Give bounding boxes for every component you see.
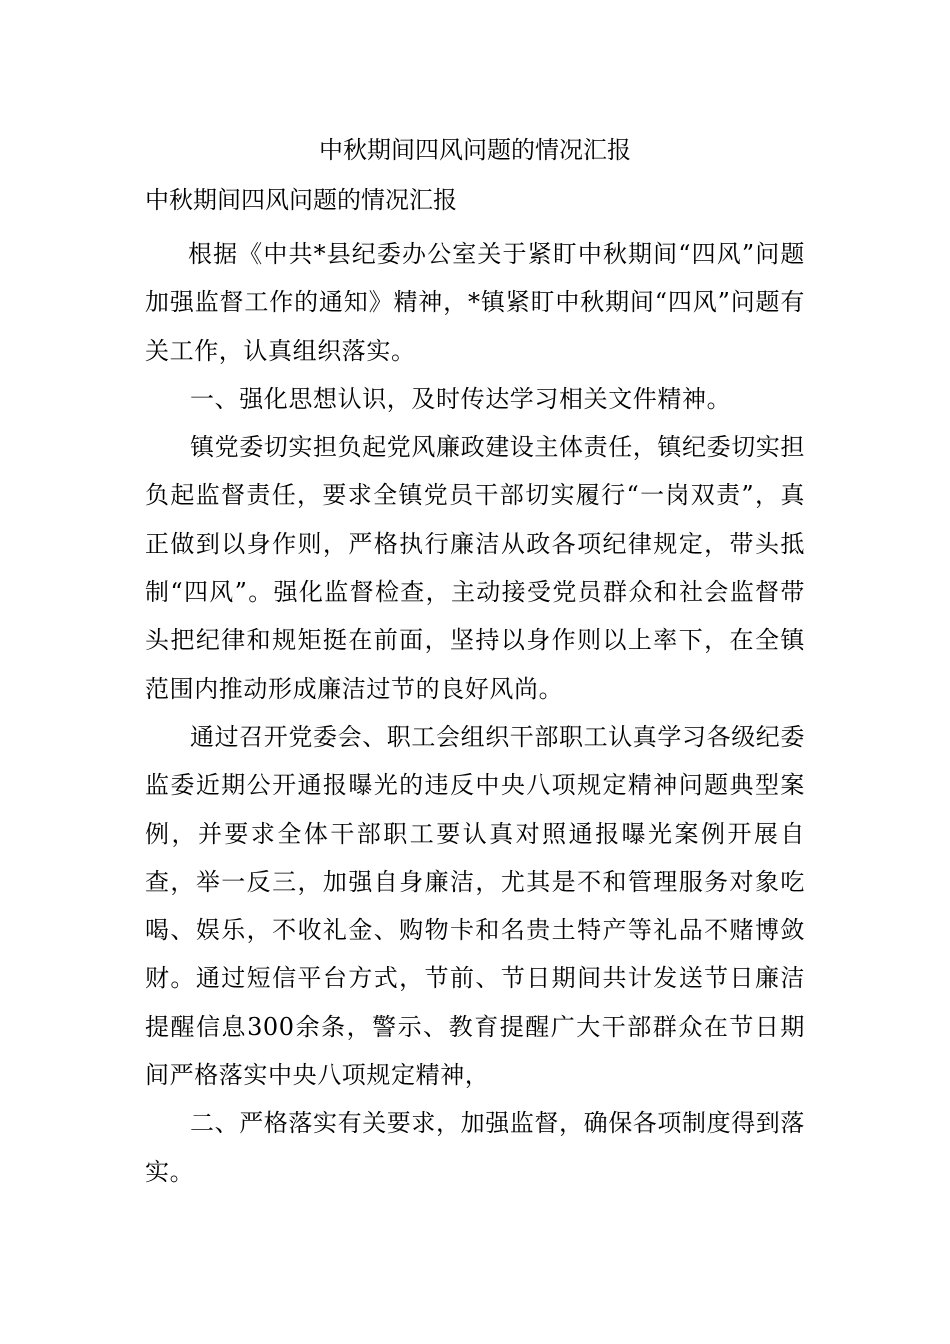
document-title: 中秋期间四风问题的情况汇报: [319, 136, 631, 164]
paragraph-study-cases: 通过召开党委会、职工会组织干部职工认真学习各级纪委监委近期公开通报曝光的违反中央八项规定精神问题典型案例，并要求全体干部职工要认真对照通报曝光案例开展自查，举一反三，加强自身廉洁，尤其是不和管理服务对象吃喝、娱乐，不收礼金、购物卡和名贵土特产等礼品不赌博敛财。通过短信平台方式，节前、节日期间共计发送节日廉洁提醒信息300余条，警示、教育提醒广大干部群众在节日期间严格落实中央八项规定精神，: [145, 722, 805, 1090]
document-body: [145, 230, 805, 1196]
section-heading-1: 一、强化思想认识，及时传达学习相关文件精神。: [190, 384, 732, 413]
paragraph-intro: 根据《中共*县纪委办公室关于紧盯中秋期间“四风”问题加强监督工作的通知》精神，*镇紧盯中秋期间“四风”问题有关工作，认真组织落实。: [145, 240, 805, 365]
document-subtitle: 中秋期间四风问题的情况汇报: [145, 186, 457, 214]
section-heading-2: 二、严格落实有关要求，加强监督，确保各项制度得到落实。: [145, 1109, 805, 1186]
paragraph-responsibility: 镇党委切实担负起党风廉政建设主体责任，镇纪委切实担负起监督责任，要求全镇党员干部切实履行“一岗双责”，真正做到以身作则，严格执行廉洁从政各项纪律规定，带头抵制“四风”。强化监督检查，主动接受党员群众和社会监督带头把纪律和规矩挺在前面，坚持以身作则以上率下，在全镇范围内推动形成廉洁过节的良好风尚。: [145, 433, 805, 703]
